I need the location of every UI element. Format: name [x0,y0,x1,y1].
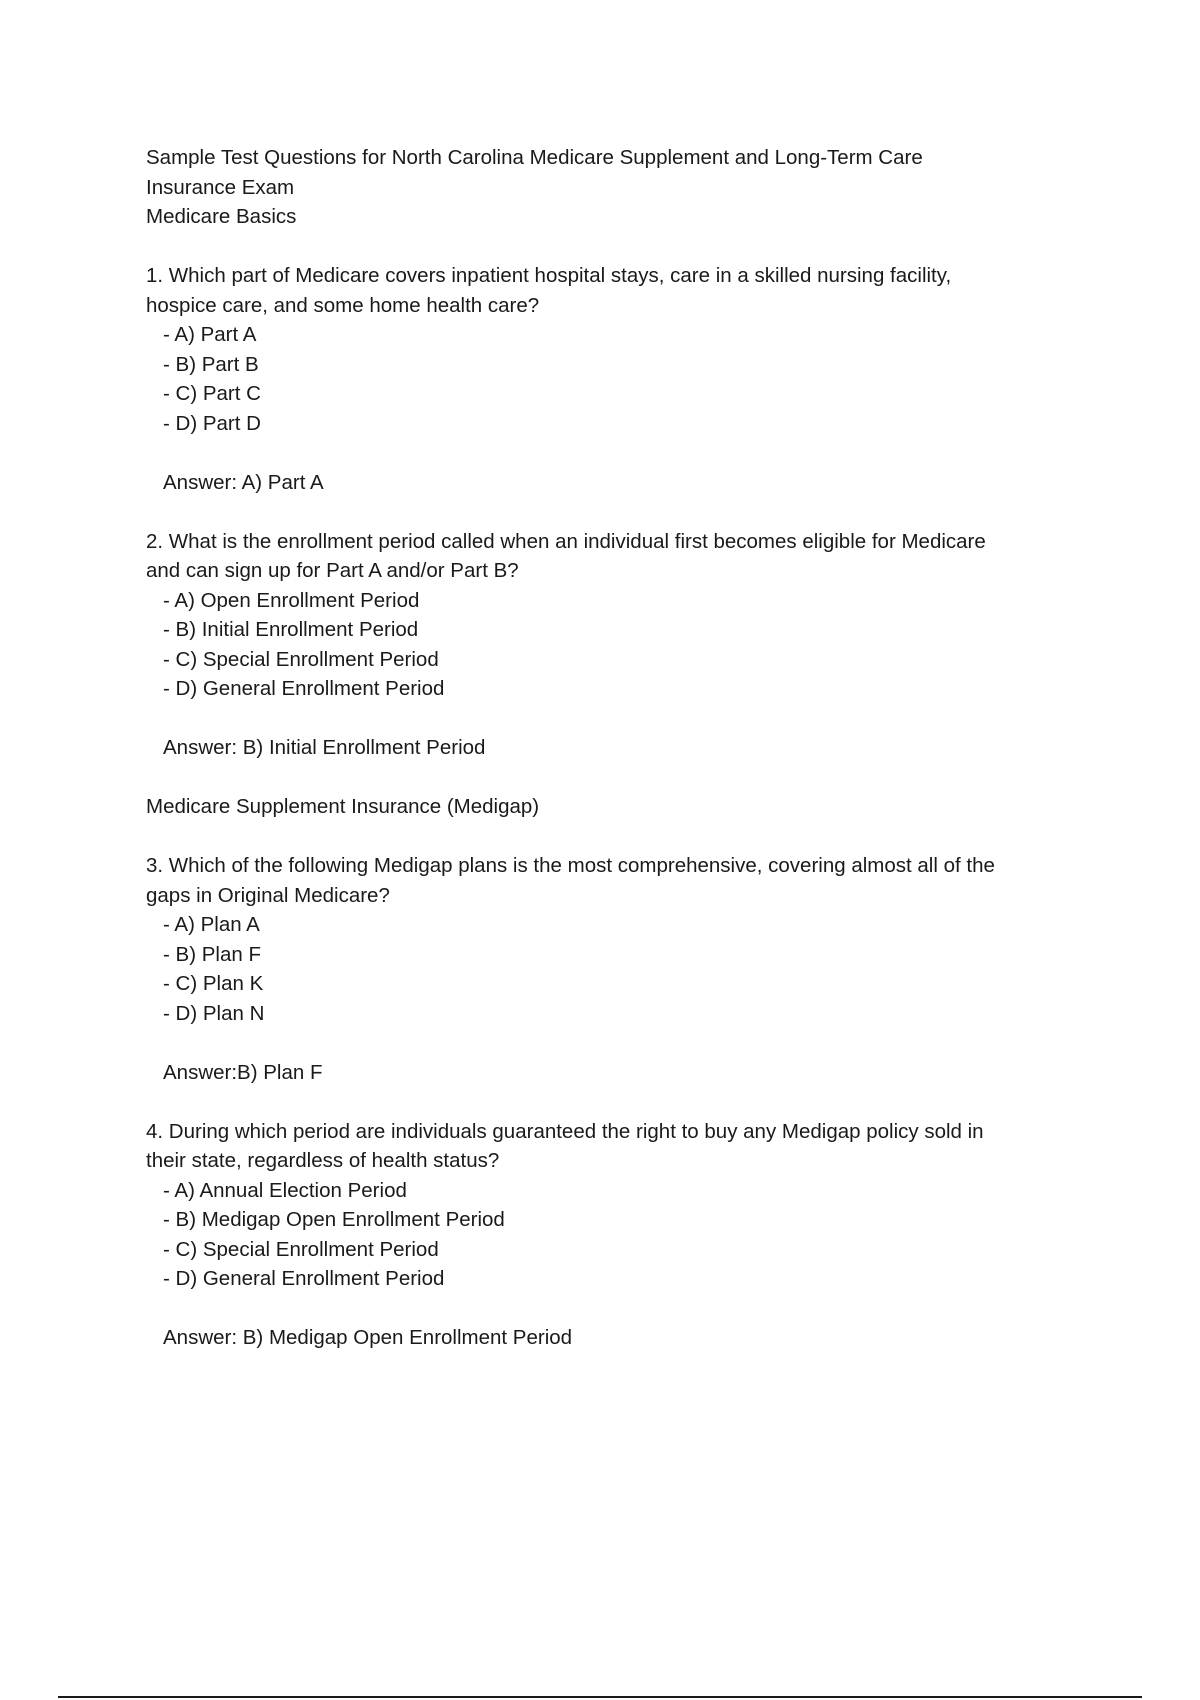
question-text-line-2: their state, regardless of health status? [146,1149,500,1172]
option-a: - A) Plan A [163,913,260,936]
option-a: - A) Open Enrollment Period [163,588,420,612]
question-text-line-2: gaps in Original Medicare? [146,883,390,907]
option-a: - A) Part A [163,323,257,346]
option-a: - A) Annual Election Period [163,1178,407,1202]
answer-text: Answer:B) Plan F [163,1060,323,1084]
answer-text: Answer: B) Initial Enrollment Period [163,736,486,759]
spacer [146,232,1076,262]
spacer [146,1294,1076,1324]
answer-text: Answer: A) Part A [163,470,324,494]
option-d: - D) Part D [163,411,261,435]
spacer [146,704,1076,734]
section-heading-medicare-basics: Medicare Basics [146,205,297,228]
option-d: - D) General Enrollment Period [163,677,445,700]
question-text-line-1: 1. Which part of Medicare covers inpatient hospital stays, care in a skilled nursing facility, [146,264,952,287]
question-text-line-1: 4. During which period are individuals guaranteed the right to buy any Medigap policy sold in [146,1119,984,1143]
option-b: - B) Part B [163,352,259,376]
option-b: - B) Medigap Open Enrollment Period [163,1208,505,1231]
document-title-line-1: Sample Test Questions for North Carolina Medicare Supplement and Long-Term Care [146,146,923,169]
spacer [146,763,1076,793]
option-c: - C) Part C [163,382,261,405]
document-page [146,143,1076,1353]
option-c: - C) Special Enrollment Period [163,1237,439,1261]
option-c: - C) Plan K [163,972,264,995]
spacer [146,822,1076,852]
question-text-line-1: 2. What is the enrollment period called when an individual first becomes eligible for Medicare [146,529,986,553]
question-text-line-1: 3. Which of the following Medigap plans is the most comprehensive, covering almost all of the [146,854,995,877]
option-b: - B) Plan F [163,942,261,966]
spacer [146,1087,1076,1117]
question-4 [146,1117,1076,1353]
page-bottom-divider [58,1696,1142,1698]
spacer [146,438,1076,468]
question-3 [146,851,1076,1087]
question-2 [146,527,1076,763]
option-d: - D) Plan N [163,1001,265,1025]
option-b: - B) Initial Enrollment Period [163,618,419,641]
spacer [146,1028,1076,1058]
spacer [146,497,1076,527]
question-1 [146,261,1076,497]
section-heading-medigap: Medicare Supplement Insurance (Medigap) [146,795,540,818]
option-d: - D) General Enrollment Period [163,1267,445,1290]
question-text-line-2: and can sign up for Part A and/or Part B? [146,559,519,582]
document-title-line-2: Insurance Exam [146,175,295,199]
option-c: - C) Special Enrollment Period [163,647,439,671]
question-text-line-2: hospice care, and some home health care? [146,293,540,317]
answer-text: Answer: B) Medigap Open Enrollment Period [163,1326,573,1349]
